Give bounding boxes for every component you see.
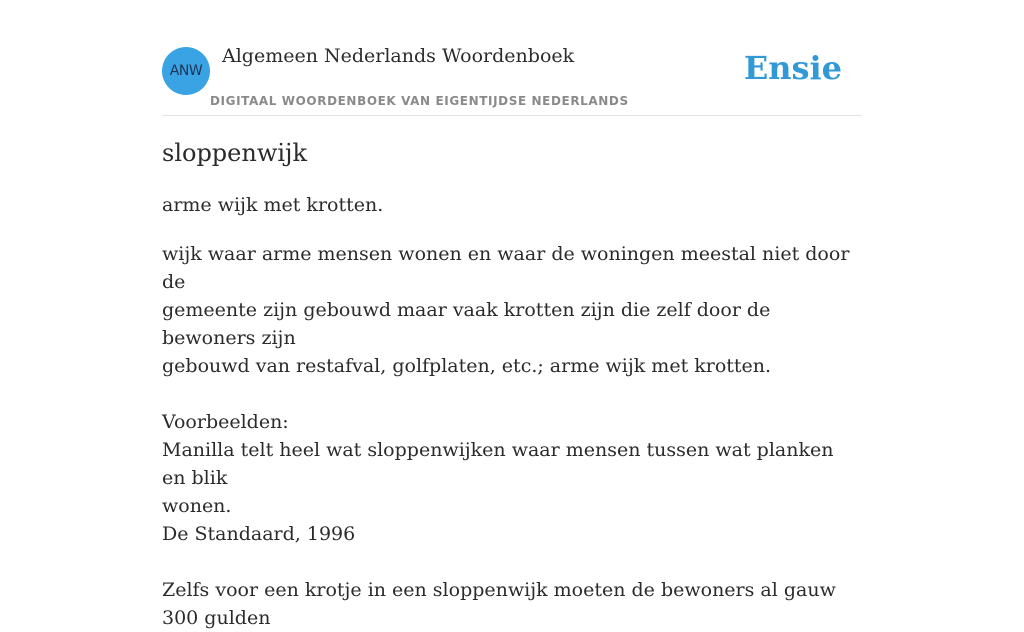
example-line: Zelfs voor een krotje in een sloppenwijk moeten de bewoners al gauw 300 gulden xyxy=(162,579,836,629)
definition-line: gemeente zijn gebouwd maar vaak krotten zijn die zelf door de bewoners zijn xyxy=(162,299,771,349)
header xyxy=(162,0,862,116)
example-line: wonen. xyxy=(162,495,232,517)
entry-body xyxy=(162,240,862,632)
definition-line: gebouwd van restafval, golfplaten, etc.; arme wijk met krotten. xyxy=(162,355,772,377)
site-title[interactable]: Algemeen Nederlands Woordenboek xyxy=(222,45,575,67)
spacer xyxy=(162,548,862,576)
anw-logo[interactable] xyxy=(162,47,210,95)
example-source: De Standaard, 1996 xyxy=(162,523,356,545)
site-tagline: DIGITAAL WOORDENBOEK VAN EIGENTIJDSE NEDERLANDS xyxy=(210,94,629,108)
example-line: Manilla telt heel wat sloppenwijken waar mensen tussen wat planken en blik xyxy=(162,439,834,489)
ensie-brand-logo[interactable]: Ensie xyxy=(743,49,842,87)
spacer xyxy=(162,380,862,408)
page xyxy=(162,0,862,629)
headword: sloppenwijk xyxy=(162,139,308,167)
examples-label: Voorbeelden: xyxy=(162,411,289,433)
short-definition: arme wijk met krotten. xyxy=(162,194,384,216)
logo-text: ANW xyxy=(169,63,203,79)
definition-line: wijk waar arme mensen wonen en waar de woningen meestal niet door de xyxy=(162,243,850,293)
